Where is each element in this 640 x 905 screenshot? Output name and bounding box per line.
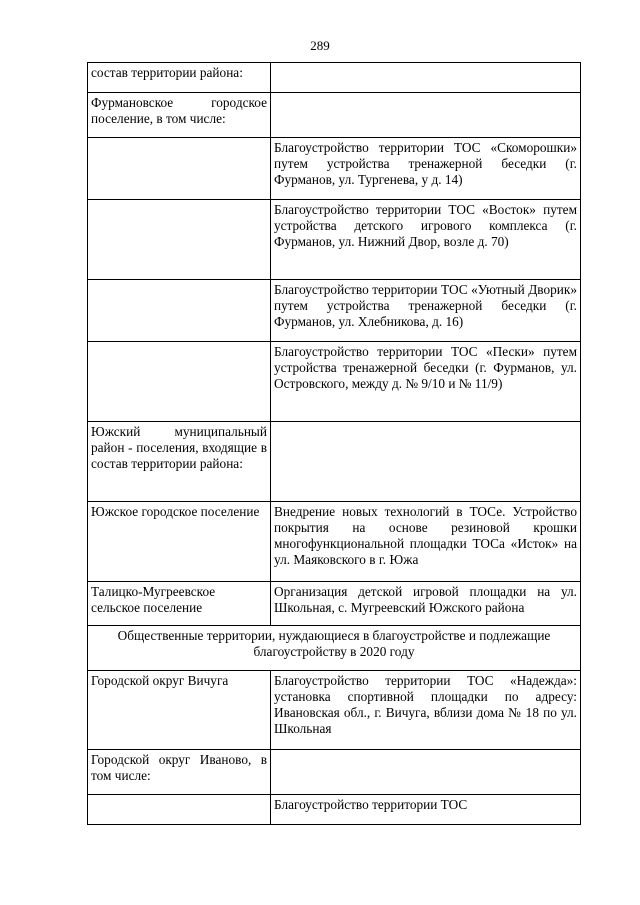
row-right-cell [271,93,581,138]
row-right-cell: Благоустройство территории ТОС «Пески» путем устройства тренажерной беседки (г. Фурманов, ул. Островского, между д. № 9/10 и № 11/9) [271,342,581,422]
table-row [88,671,581,750]
row-right-cell: Благоустройство территории ТОС «Уютный Дворик» путем устройства тренажерной беседки (г. Фурманов, ул. Хлебникова, д. 16) [271,280,581,342]
row-left-cell: Южский муниципальный район - поселения, входящие в состав территории района: [88,422,271,502]
row-right-cell: Внедрение новых технологий в ТОСе. Устройство покрытия на основе резиновой крошки многофункциональной площадки ТОСа «Исток» на ул. Маяковского в г. Южа [271,502,581,582]
section-heading-row [88,626,581,671]
territories-table [87,62,581,825]
row-right-cell: Благоустройство территории ТОС «Восток» путем устройства детского игрового комплекса (г. Фурманов, ул. Нижний Двор, возле д. 70) [271,200,581,280]
row-left-cell [88,795,271,825]
section-heading: Общественные территории, нуждающиеся в благоустройстве и подлежащие благоустройству в 2020 году [88,626,581,671]
row-right-cell: Благоустройство территории ТОС «Надежда»: установка спортивной площадки по адресу: Ивановская обл., г. Вичуга, вблизи дома № 18 по ул. Школьная [271,671,581,750]
row-left-cell [88,342,271,422]
row-right-cell [271,63,581,93]
row-left-cell: состав территории района: [88,63,271,93]
row-left-cell [88,200,271,280]
row-right-cell [271,750,581,795]
row-left-cell [88,138,271,200]
row-left-cell: Фурмановское городское поселение, в том числе: [88,93,271,138]
table-row [88,750,581,795]
row-right-cell [271,422,581,502]
row-right-cell: Благоустройство территории ТОС [271,795,581,825]
table-row [88,280,581,342]
row-right-cell: Благоустройство территории ТОС «Скоморошки» путем устройства тренажерной беседки (г. Фурманов, ул. Тургенева, у д. 14) [271,138,581,200]
row-left-cell: Южское городское поселение [88,502,271,582]
row-right-cell: Организация детской игровой площадки на ул. Школьная, с. Мугреевский Южского района [271,582,581,626]
page-number: 289 [310,38,330,53]
table-row [88,63,581,93]
row-left-cell: Городской округ Иваново, в том числе: [88,750,271,795]
table-row [88,582,581,626]
row-left-cell: Талицко-Мугреевское сельское поселение [88,582,271,626]
row-left-cell: Городской округ Вичуга [88,671,271,750]
table-row [88,138,581,200]
table-row [88,422,581,502]
table-row [88,795,581,825]
table-row [88,502,581,582]
table-row [88,342,581,422]
table-row [88,200,581,280]
table-row [88,93,581,138]
row-left-cell [88,280,271,342]
